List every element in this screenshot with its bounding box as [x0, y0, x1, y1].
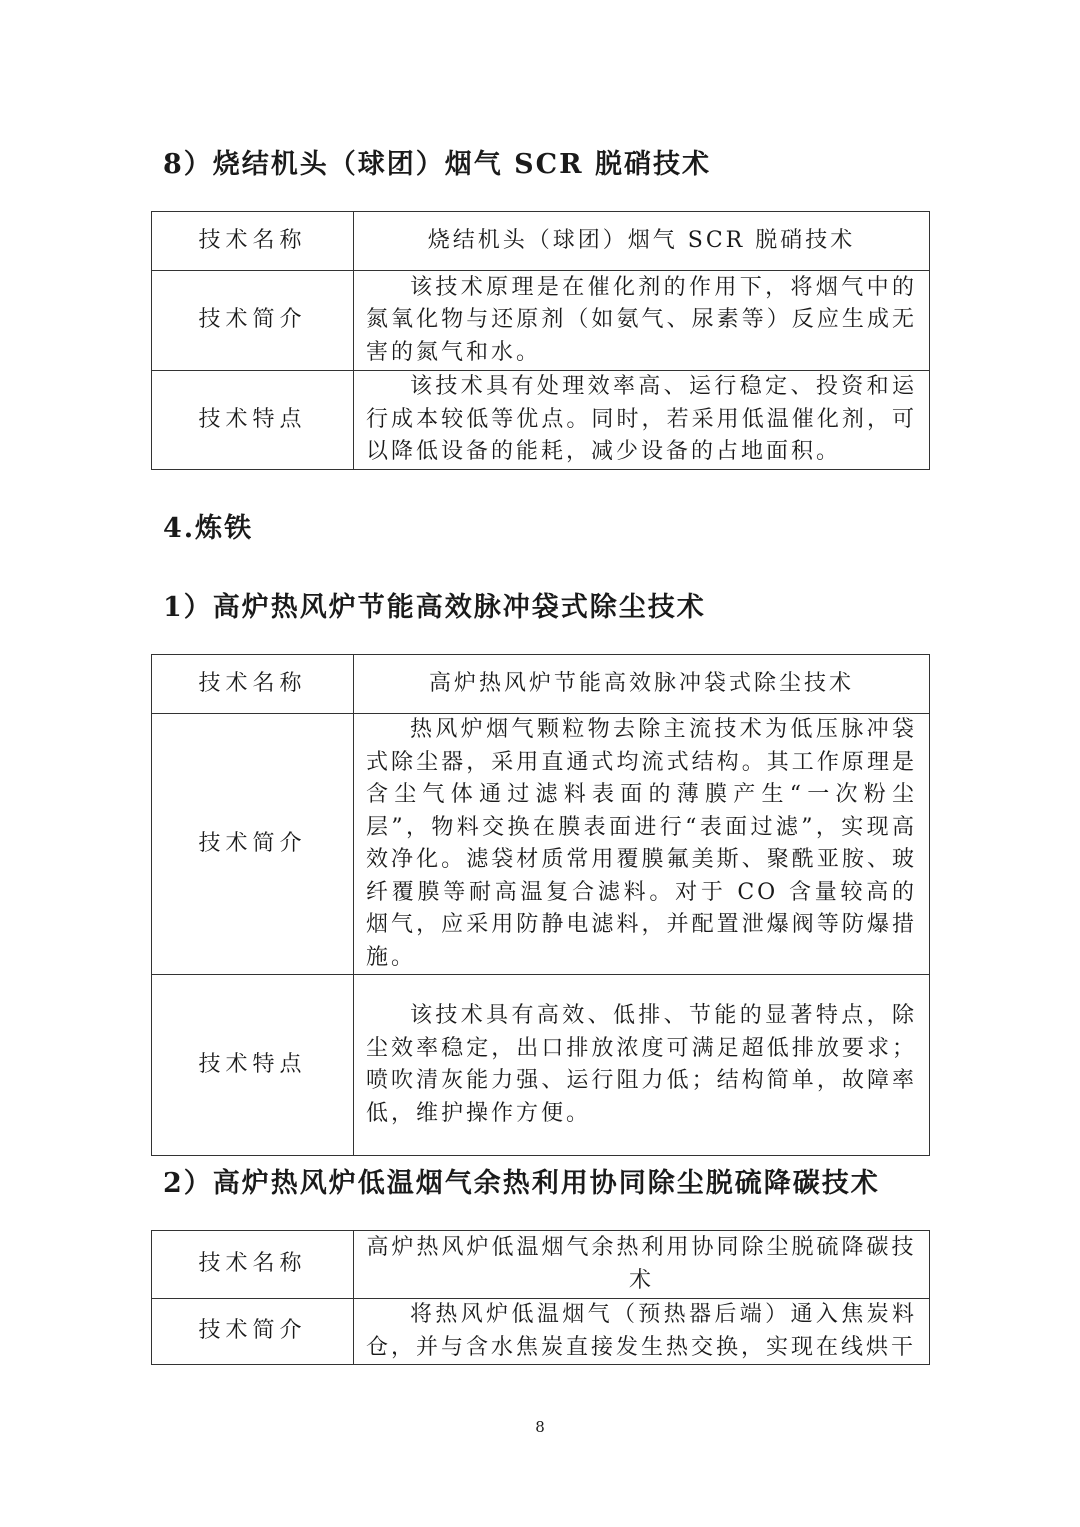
- row-label: 技术名称: [152, 1231, 354, 1299]
- table-row: [152, 1231, 930, 1299]
- chapter-heading: 4.炼铁: [163, 513, 254, 544]
- table-row: [152, 714, 930, 975]
- section-heading-bag-filter: 1）高炉热风炉节能高效脉冲袋式除尘技术: [163, 592, 706, 623]
- table-row: [152, 271, 930, 371]
- section-heading-scr: 8）烧结机头（球团）烟气 SCR 脱硝技术: [163, 149, 712, 180]
- row-label: 技术名称: [152, 655, 354, 714]
- row-label: 技术特点: [152, 975, 354, 1156]
- table-row: [152, 212, 930, 271]
- row-value: [354, 1299, 930, 1365]
- row-label: 技术特点: [152, 371, 354, 470]
- row-value: 高炉热风炉低温烟气余热利用协同除尘脱硫降碳技术: [354, 1231, 930, 1299]
- section-heading-waste-heat: 2）高炉热风炉低温烟气余热利用协同除尘脱硫降碳技术: [163, 1168, 880, 1199]
- table-row: [152, 655, 930, 714]
- row-value-text: 该技术具有处理效率高、运行稳定、投资和运行成本较低等优点。同时，若采用低温催化剂，可以降低设备的能耗，减少设备的占地面积。: [366, 374, 917, 465]
- row-label: 技术名称: [152, 212, 354, 271]
- row-value-text: 该技术原理是在催化剂的作用下，将烟气中的氮氧化物与还原剂（如氨气、尿素等）反应生成无害的氮气和水。: [366, 274, 917, 365]
- tech-table-bag-filter: [151, 654, 930, 1156]
- table-row: [152, 1299, 930, 1365]
- row-label: 技术简介: [152, 1299, 354, 1365]
- row-value-text: 热风炉烟气颗粒物去除主流技术为低压脉冲袋式除尘器，采用直通式均流式结构。其工作原理是含尘气体通过滤料表面的薄膜产生“一次粉尘层”，物料交换在膜表面进行“表面过滤”，实现高效净化。滤袋材质常用覆膜氟美斯、聚酰亚胺、玻纤覆膜等耐高温复合滤料。对于 CO 含量较高的烟气，应采用防静电滤料，并配置泄爆阀等防爆措施。: [366, 717, 917, 970]
- row-value: 烧结机头（球团）烟气 SCR 脱硝技术: [354, 212, 930, 271]
- row-value-text: 将热风炉低温烟气（预热器后端）通入焦炭料仓，并与含水焦炭直接发生热交换，实现在线烘干: [366, 1302, 917, 1360]
- row-value: [354, 975, 930, 1156]
- row-value: 高炉热风炉节能高效脉冲袋式除尘技术: [354, 655, 930, 714]
- row-label: 技术简介: [152, 714, 354, 975]
- page-number: 8: [535, 1418, 545, 1436]
- tech-table-waste-heat: [151, 1230, 930, 1365]
- table-row: [152, 975, 930, 1156]
- table-row: [152, 371, 930, 470]
- row-label: 技术简介: [152, 271, 354, 371]
- row-value-text: 该技术具有高效、低排、节能的显著特点，除尘效率稳定，出口排放浓度可满足超低排放要求；喷吹清灰能力强、运行阻力低；结构简单，故障率低，维护操作方便。: [366, 1003, 917, 1126]
- tech-table-scr: [151, 211, 930, 470]
- row-value: [354, 714, 930, 975]
- row-value: [354, 271, 930, 371]
- row-value: [354, 371, 930, 470]
